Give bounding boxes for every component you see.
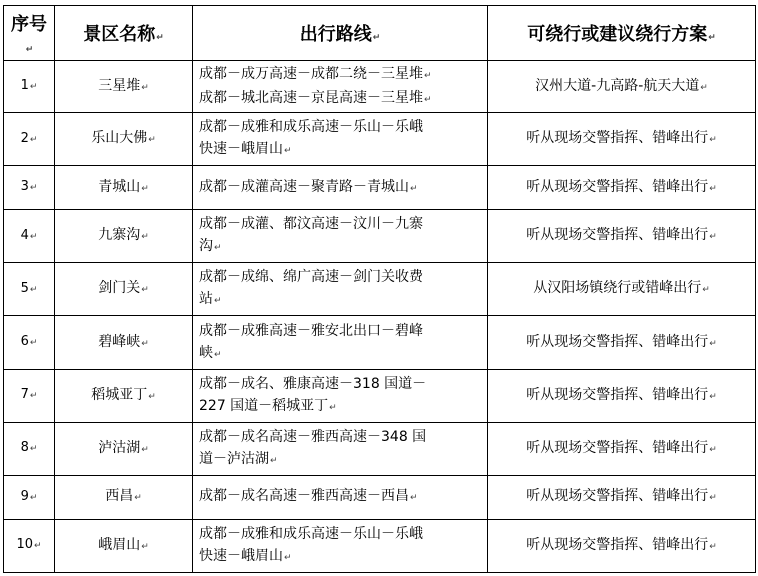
- table-row: [4, 519, 756, 572]
- row-route: 成都－成雅和成乐高速－乐山－乐峨 快速－峨眉山↵: [193, 519, 488, 572]
- row-index: 9↵: [4, 475, 55, 519]
- row-route: 成都－成名高速－雅西高速－348 国 道－泸沽湖↵: [193, 422, 488, 475]
- row-scenic-name: 西昌↵: [55, 475, 193, 519]
- row-route: 成都－成雅和成乐高速－乐山－乐峨 快速－峨眉山↵: [193, 113, 488, 166]
- table-row: [4, 113, 756, 166]
- row-detour-plan: 听从现场交警指挥、错峰出行↵: [488, 422, 756, 475]
- table-row: [4, 61, 756, 113]
- row-scenic-name: 峨眉山↵: [55, 519, 193, 572]
- row-route: 成都－成灌高速－聚青路－青城山↵: [193, 166, 488, 210]
- row-index: 5↵: [4, 263, 55, 316]
- table-row: [4, 422, 756, 475]
- row-detour-plan: 从汉阳场镇绕行或错峰出行↵: [488, 263, 756, 316]
- table-row: [4, 166, 756, 210]
- row-detour-plan: 听从现场交警指挥、错峰出行↵: [488, 166, 756, 210]
- row-route: 成都－成名、雅康高速－318 国道－ 227 国道－稻城亚丁↵: [193, 369, 488, 422]
- row-detour-plan: 汉州大道-九高路-航天大道↵: [488, 61, 756, 113]
- row-index: 6↵: [4, 316, 55, 369]
- header-detour-plan: 可绕行或建议绕行方案↵: [488, 6, 756, 61]
- row-index: 1↵: [4, 61, 55, 113]
- row-detour-plan: 听从现场交警指挥、错峰出行↵: [488, 316, 756, 369]
- row-route: 成都－成万高速－成都二绕－三星堆↵ 成都－城北高速－京昆高速－三星堆↵: [193, 61, 488, 113]
- row-scenic-name: 稻城亚丁↵: [55, 369, 193, 422]
- row-scenic-name: 泸沽湖↵: [55, 422, 193, 475]
- row-route: 成都－成雅高速－雅安北出口－碧峰 峡↵: [193, 316, 488, 369]
- row-scenic-name: 碧峰峡↵: [55, 316, 193, 369]
- row-detour-plan: 听从现场交警指挥、错峰出行↵: [488, 210, 756, 263]
- table-row: [4, 210, 756, 263]
- row-detour-plan: 听从现场交警指挥、错峰出行↵: [488, 113, 756, 166]
- row-scenic-name: 乐山大佛↵: [55, 113, 193, 166]
- header-scenic-name: 景区名称↵: [55, 6, 193, 61]
- row-detour-plan: 听从现场交警指挥、错峰出行↵: [488, 475, 756, 519]
- row-scenic-name: 剑门关↵: [55, 263, 193, 316]
- header-index: 序号↵: [4, 6, 55, 61]
- row-route: 成都－成灌、都汶高速－汶川－九寨 沟↵: [193, 210, 488, 263]
- row-detour-plan: 听从现场交警指挥、错峰出行↵: [488, 519, 756, 572]
- scenic-route-table: [3, 5, 756, 573]
- row-index: 3↵: [4, 166, 55, 210]
- row-scenic-name: 九寨沟↵: [55, 210, 193, 263]
- row-index: 10↵: [4, 519, 55, 572]
- row-route: 成都－成绵、绵广高速－剑门关收费 站↵: [193, 263, 488, 316]
- row-index: 7↵: [4, 369, 55, 422]
- row-route: 成都－成名高速－雅西高速－西昌↵: [193, 475, 488, 519]
- header-row: [4, 6, 756, 61]
- row-scenic-name: 青城山↵: [55, 166, 193, 210]
- row-index: 4↵: [4, 210, 55, 263]
- table-row: [4, 316, 756, 369]
- header-route: 出行路线↵: [193, 6, 488, 61]
- row-index: 2↵: [4, 113, 55, 166]
- table-row: [4, 263, 756, 316]
- row-index: 8↵: [4, 422, 55, 475]
- table-row: [4, 369, 756, 422]
- row-scenic-name: 三星堆↵: [55, 61, 193, 113]
- row-detour-plan: 听从现场交警指挥、错峰出行↵: [488, 369, 756, 422]
- table-row: [4, 475, 756, 519]
